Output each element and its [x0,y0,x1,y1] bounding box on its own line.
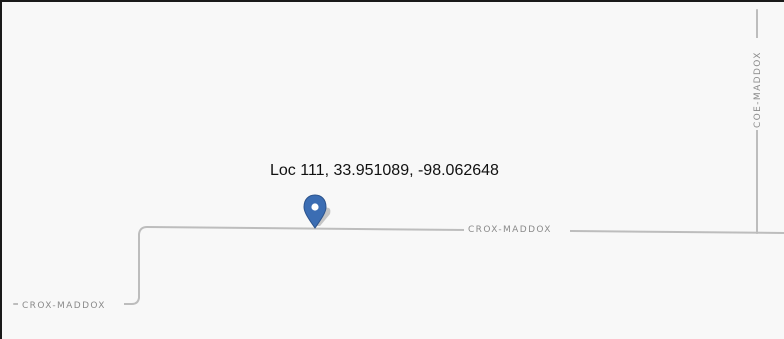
road-label-crox-maddox-main: CROX-MADDOX [468,225,552,235]
road-label-coe-maddox: COE-MADDOX [753,51,763,128]
road-crox-maddox-connector [14,227,147,304]
map-pin-icon[interactable] [304,195,326,228]
road-label-crox-maddox-lower: CROX-MADDOX [22,301,106,311]
marker-label: Loc 111, 33.951089, -98.062648 [270,162,499,179]
